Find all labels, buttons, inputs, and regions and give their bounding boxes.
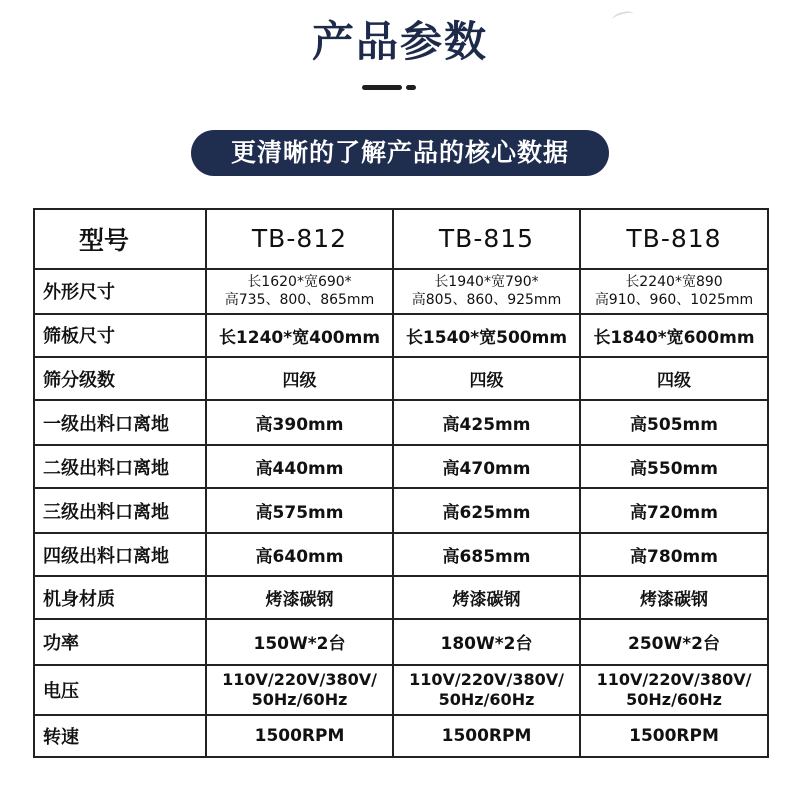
cell-line: 高505mm xyxy=(630,415,718,436)
cell-line: 高720mm xyxy=(630,503,718,524)
cell-value xyxy=(393,715,580,757)
cell-line: 长1620*宽690* xyxy=(247,274,352,291)
page-title: 产品参数 xyxy=(311,17,488,66)
cell-line: 四级 xyxy=(657,371,691,392)
row-label: 筛分级数 xyxy=(34,357,206,400)
row-label: 二级出料口离地 xyxy=(34,445,206,488)
cell-value xyxy=(206,488,393,533)
cell-value xyxy=(206,576,393,619)
cell-line: 1500RPM xyxy=(254,725,345,746)
cell-value xyxy=(580,715,768,757)
cell-value xyxy=(580,619,768,664)
title-underline xyxy=(0,84,800,92)
row-label: 三级出料口离地 xyxy=(34,488,206,533)
model-tb-812: TB-812 xyxy=(206,209,393,269)
table-row xyxy=(34,269,768,314)
cell-value xyxy=(206,715,393,757)
spec-table-body xyxy=(34,209,768,757)
table-row xyxy=(34,576,768,619)
table-row xyxy=(34,400,768,445)
cell-value xyxy=(206,314,393,357)
cell-value xyxy=(580,314,768,357)
cell-line: 50Hz/60Hz xyxy=(251,689,348,709)
cell-value xyxy=(206,400,393,445)
spec-table xyxy=(33,208,769,758)
cell-value xyxy=(393,445,580,488)
cell-value xyxy=(580,400,768,445)
cell-line: 180W*2台 xyxy=(440,634,533,655)
cell-line: 烤漆碳钢 xyxy=(265,590,334,611)
cell-line: 250W*2台 xyxy=(628,634,720,655)
cell-line: 高910、960、1025mm xyxy=(594,292,754,309)
model-tb-818: TB-818 xyxy=(580,209,768,269)
cell-line: 1500RPM xyxy=(441,725,532,746)
cell-line: 四级 xyxy=(282,371,317,392)
cell-value xyxy=(580,665,768,715)
cell-line: 长1840*宽600mm xyxy=(593,327,755,348)
table-header-row xyxy=(34,209,768,269)
cell-value xyxy=(206,619,393,664)
cell-value xyxy=(393,665,580,715)
cell-line: 高575mm xyxy=(255,503,344,524)
row-label: 一级出料口离地 xyxy=(34,400,206,445)
row-label: 功率 xyxy=(34,619,206,664)
cell-value xyxy=(393,357,580,400)
cell-value xyxy=(393,533,580,576)
cell-value xyxy=(580,533,768,576)
cell-line: 四级 xyxy=(469,371,504,392)
cell-line: 50Hz/60Hz xyxy=(626,689,722,709)
cell-value xyxy=(580,357,768,400)
cell-line: 高735、800、865mm xyxy=(224,292,375,309)
underline-bar-long xyxy=(362,85,402,90)
cell-value xyxy=(206,445,393,488)
cell-value xyxy=(393,269,580,314)
cell-line: 高425mm xyxy=(442,415,531,436)
model-tb-815: TB-815 xyxy=(393,209,580,269)
table-row xyxy=(34,445,768,488)
cell-line: 150W*2台 xyxy=(253,634,346,655)
cell-value xyxy=(393,619,580,664)
table-row xyxy=(34,619,768,664)
cell-line: 高440mm xyxy=(255,459,344,480)
cell-line: 高640mm xyxy=(255,547,344,568)
row-label: 筛板尺寸 xyxy=(34,314,206,357)
cell-line: 110V/220V/380V/ xyxy=(222,669,377,689)
cell-line: 110V/220V/380V/ xyxy=(409,669,564,689)
cell-line: 1500RPM xyxy=(629,725,719,746)
table-row xyxy=(34,665,768,715)
row-label: 四级出料口离地 xyxy=(34,533,206,576)
cell-line: 长2240*宽890 xyxy=(625,274,723,291)
subtitle-banner: 更清晰的了解产品的核心数据 xyxy=(191,130,609,176)
row-label: 机身材质 xyxy=(34,576,206,619)
cell-line: 烤漆碳钢 xyxy=(640,590,708,611)
cell-line: 长1540*宽500mm xyxy=(405,327,568,348)
table-row xyxy=(34,314,768,357)
cell-line: 烤漆碳钢 xyxy=(452,590,521,611)
table-row xyxy=(34,357,768,400)
cell-line: 长1940*宽790* xyxy=(434,274,539,291)
cell-value xyxy=(206,533,393,576)
table-row xyxy=(34,488,768,533)
cell-value xyxy=(393,314,580,357)
cell-value xyxy=(393,400,580,445)
row-label: 外形尺寸 xyxy=(34,269,206,314)
cell-value xyxy=(393,576,580,619)
cell-line: 高805、860、925mm xyxy=(411,292,562,309)
cell-value xyxy=(206,665,393,715)
cell-value xyxy=(580,488,768,533)
cell-line: 高780mm xyxy=(630,547,718,568)
cell-line: 长1240*宽400mm xyxy=(218,327,381,348)
underline-bar-short xyxy=(406,85,416,90)
row-label: 电压 xyxy=(34,665,206,715)
cell-value xyxy=(580,269,768,314)
header-label: 型号 xyxy=(34,209,206,269)
cell-line: 50Hz/60Hz xyxy=(438,689,535,709)
cell-line: 110V/220V/380V/ xyxy=(596,669,752,689)
cell-line: 高625mm xyxy=(442,503,531,524)
cell-value xyxy=(580,445,768,488)
table-row xyxy=(34,715,768,757)
cell-value xyxy=(206,269,393,314)
row-label: 转速 xyxy=(34,715,206,757)
table-row xyxy=(34,533,768,576)
cell-line: 高685mm xyxy=(442,547,531,568)
cell-value xyxy=(580,576,768,619)
cell-value xyxy=(393,488,580,533)
cell-line: 高550mm xyxy=(630,459,718,480)
cell-line: 高470mm xyxy=(442,459,531,480)
cell-value xyxy=(206,357,393,400)
cell-line: 高390mm xyxy=(255,415,344,436)
